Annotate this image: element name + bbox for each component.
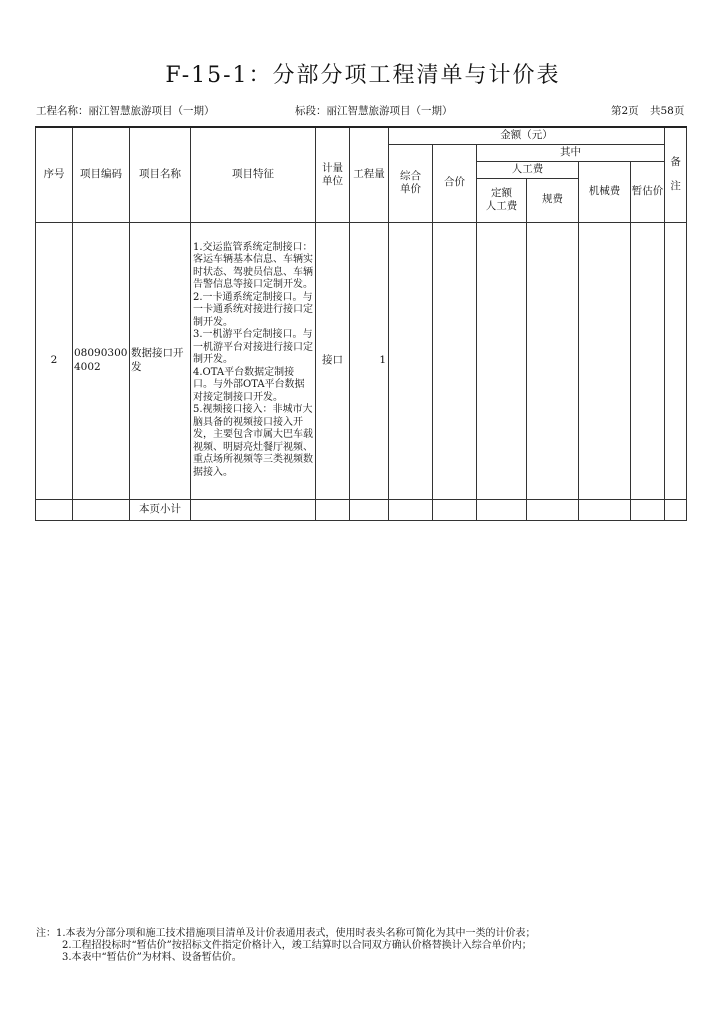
cell-regulatory xyxy=(527,222,579,499)
page-total: 共58页 xyxy=(650,105,685,117)
cell-unit: 接口 xyxy=(316,222,350,499)
cell-seq: 2 xyxy=(36,222,73,499)
subtotal-label: 本页小计 xyxy=(130,499,191,520)
header-machinery: 机械费 xyxy=(579,161,631,222)
table-row xyxy=(36,222,687,499)
page-title: F-15-1：分部分项工程清单与计价表 xyxy=(165,63,561,88)
project-name: 工程名称：丽江智慧旅游项目（一期） xyxy=(36,105,215,117)
cell-feature: 1.交运监管系统定制接口：客运车辆基本信息、车辆实时状态、驾驶员信息、车辆告警信息等接口定制开发。 2.一卡通系统定制接口。与一卡通系统对接进行接口定制开发。 3.一机游平台定制接口。与一机游平台对接进行接口定制开发。 4.OTA平台数据定制接口。与外部OTA平台数据对接定制接口开发。 5.视频接口接入：非城市大脑具备的视频接口接入开发，主要包含市属大巴车载视频、明厨亮灶餐厅视频、重点场所视频等三类视频数据接入。 xyxy=(191,222,316,499)
cell-name: 数据接口开发 xyxy=(130,222,191,499)
cell-total xyxy=(433,222,477,499)
header-feature: 项目特征 xyxy=(191,127,316,222)
footnotes xyxy=(36,928,536,964)
header-code: 项目编码 xyxy=(73,127,130,222)
header-qty: 工程量 xyxy=(350,127,389,222)
header-provisional: 暂估价 xyxy=(631,161,665,222)
subtotal-row xyxy=(36,499,687,520)
cell-fixed-labor xyxy=(477,222,527,499)
footnote-1: 注：1.本表为分部分项和施工技术措施项目清单及计价表通用表式，使用时表头名称可简化为其中一类的计价表； xyxy=(36,928,536,939)
cell-remark xyxy=(665,222,687,499)
header-unit: 计量 单位 xyxy=(316,127,350,222)
header-of-which: 其中 xyxy=(477,144,665,161)
bill-of-quantities-table xyxy=(35,126,687,521)
header-total: 合价 xyxy=(433,144,477,222)
header-remark: 备 注 xyxy=(665,127,687,222)
header-unit-price: 综合 单价 xyxy=(389,144,433,222)
header-amount: 金额（元） xyxy=(389,127,665,144)
header-fixed-labor: 定额 人工费 xyxy=(477,178,527,222)
page-number: 第2页 xyxy=(611,105,639,117)
footnote-3: 3.本表中“暂估价”为材料、设备暂估价。 xyxy=(62,952,242,963)
cell-machinery xyxy=(579,222,631,499)
header-labor: 人工费 xyxy=(477,161,579,178)
cell-code: 080903004002 xyxy=(73,222,130,499)
section-name: 标段：丽江智慧旅游项目（一期） xyxy=(295,105,453,117)
header-name: 项目名称 xyxy=(130,127,191,222)
header-seq: 序号 xyxy=(36,127,73,222)
cell-provisional xyxy=(631,222,665,499)
footnote-2: 2.工程招投标时“暂估价”按招标文件指定价格计入，竣工结算时以合同双方确认价格替换计入综合单价内； xyxy=(62,940,532,951)
cell-unit-price xyxy=(389,222,433,499)
header-regulatory: 规费 xyxy=(527,178,579,222)
cell-qty: 1 xyxy=(350,222,389,499)
